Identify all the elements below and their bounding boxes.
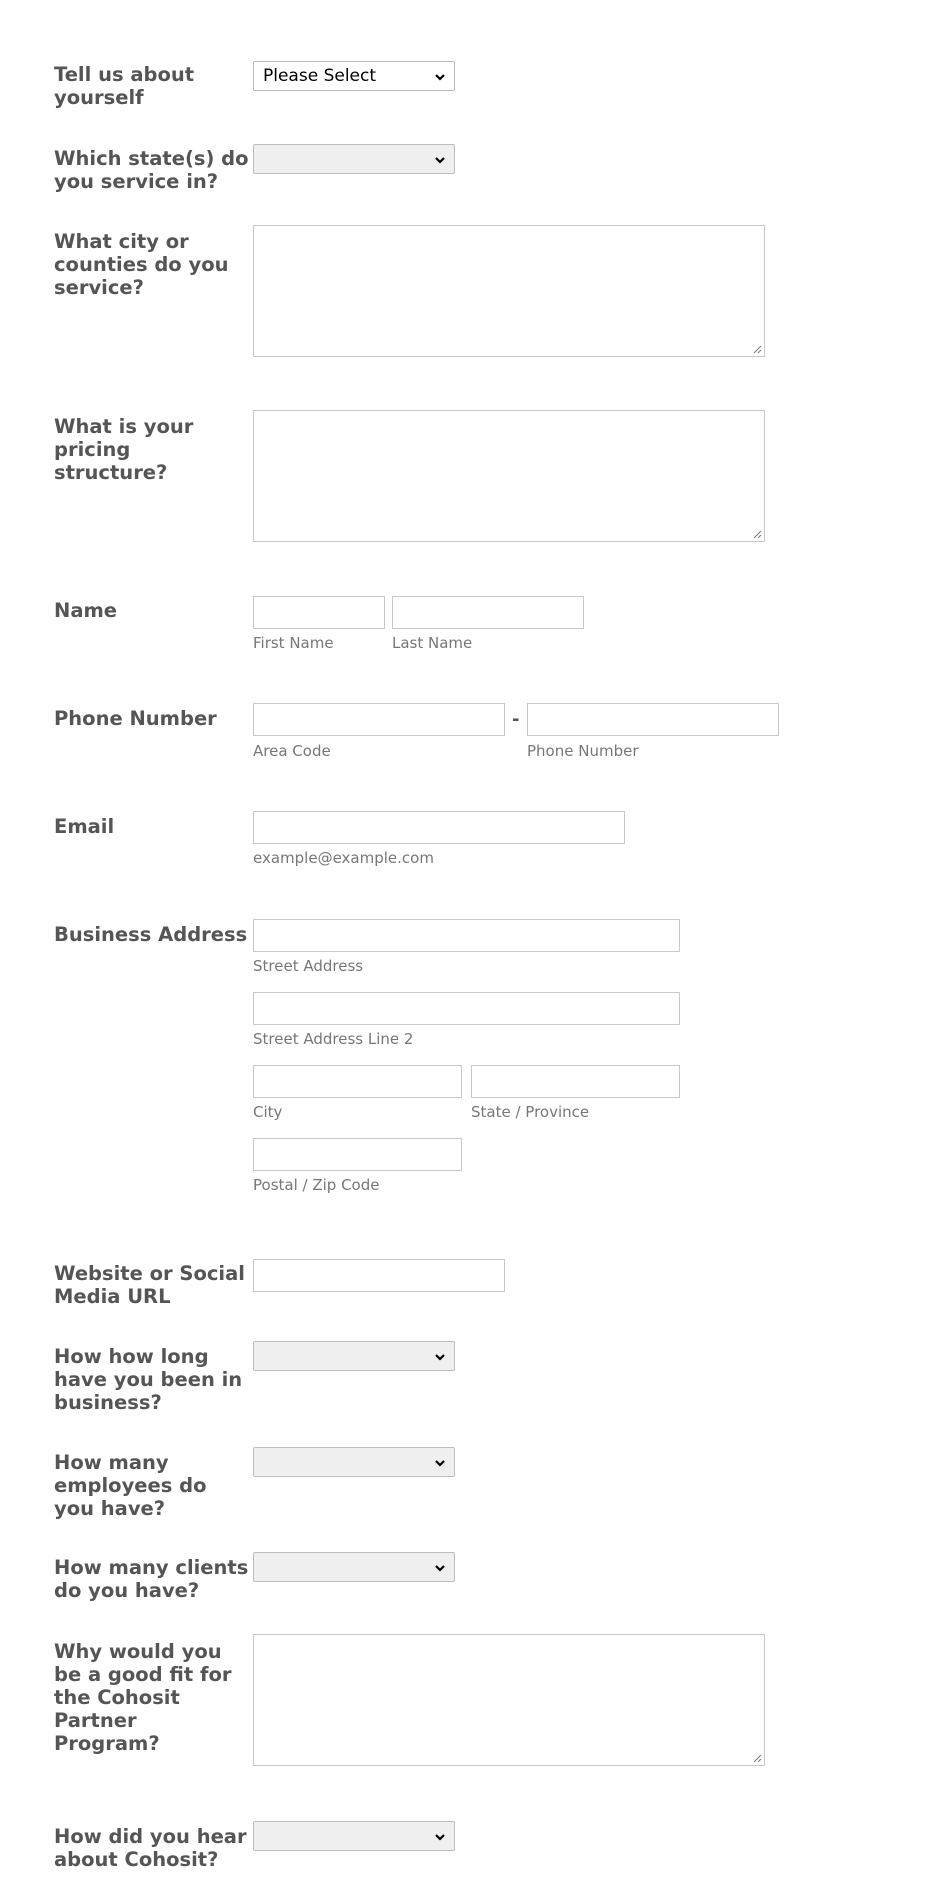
- resize-grip-icon[interactable]: [752, 1753, 762, 1763]
- website-label: Website or Social Media URL: [54, 1262, 245, 1308]
- zip-code-input[interactable]: [253, 1138, 462, 1171]
- about-label: Tell us about yourself: [54, 63, 195, 109]
- chevron-down-icon: [434, 1457, 446, 1469]
- chevron-down-icon: [434, 1562, 446, 1574]
- referral-select[interactable]: [253, 1821, 455, 1851]
- employees-select[interactable]: [253, 1447, 455, 1477]
- first-name-input[interactable]: [253, 596, 385, 629]
- street-address-input[interactable]: [253, 919, 680, 952]
- pricing-textarea[interactable]: [253, 410, 765, 542]
- last-name-input[interactable]: [392, 596, 584, 629]
- zip-code-sublabel: Postal / Zip Code: [253, 1176, 380, 1194]
- resize-grip-icon[interactable]: [752, 529, 762, 539]
- phone-label: Phone Number: [54, 707, 217, 730]
- cities-label: What city or counties do you service?: [54, 230, 229, 299]
- years-label: How how long have you been in business?: [54, 1345, 243, 1414]
- cities-textarea[interactable]: [253, 225, 765, 357]
- clients-select[interactable]: [253, 1552, 455, 1582]
- about-select[interactable]: [253, 61, 455, 91]
- chevron-down-icon: [434, 71, 446, 83]
- states-select[interactable]: [253, 144, 455, 174]
- state-province-sublabel: State / Province: [471, 1103, 590, 1121]
- street-address-2-input[interactable]: [253, 992, 680, 1025]
- area-code-input[interactable]: [253, 703, 505, 736]
- phone-number-sublabel: Phone Number: [527, 742, 639, 760]
- first-name-sublabel: First Name: [253, 634, 334, 652]
- state-province-input[interactable]: [471, 1065, 680, 1098]
- street-address-sublabel: Street Address: [253, 957, 364, 975]
- city-input[interactable]: [253, 1065, 462, 1098]
- city-sublabel: City: [253, 1103, 283, 1121]
- email-input[interactable]: [253, 811, 625, 844]
- chevron-down-icon: [434, 154, 446, 166]
- employees-label: How many employees do you have?: [54, 1451, 207, 1520]
- last-name-sublabel: Last Name: [392, 634, 473, 652]
- email-label: Email: [54, 815, 115, 838]
- chevron-down-icon: [434, 1831, 446, 1843]
- email-sublabel: example@example.com: [253, 849, 434, 867]
- fit-label: Why would you be a good fit for the Cohosit Partner Program?: [54, 1640, 232, 1755]
- resize-grip-icon[interactable]: [752, 344, 762, 354]
- years-select[interactable]: [253, 1341, 455, 1371]
- address-label: Business Address: [54, 923, 248, 946]
- website-input[interactable]: [253, 1259, 505, 1292]
- about-select-value: Please Select: [263, 66, 377, 86]
- states-label: Which state(s) do you service in?: [54, 147, 249, 193]
- street-address-2-sublabel: Street Address Line 2: [253, 1030, 414, 1048]
- area-code-sublabel: Area Code: [253, 742, 331, 760]
- fit-textarea[interactable]: [253, 1634, 765, 1766]
- clients-label: How many clients do you have?: [54, 1556, 249, 1602]
- chevron-down-icon: [434, 1351, 446, 1363]
- pricing-label: What is your pricing structure?: [54, 415, 194, 484]
- name-label: Name: [54, 599, 118, 622]
- phone-number-input[interactable]: [527, 703, 779, 736]
- referral-label: How did you hear about Cohosit?: [54, 1825, 247, 1871]
- phone-separator: -: [512, 709, 520, 730]
